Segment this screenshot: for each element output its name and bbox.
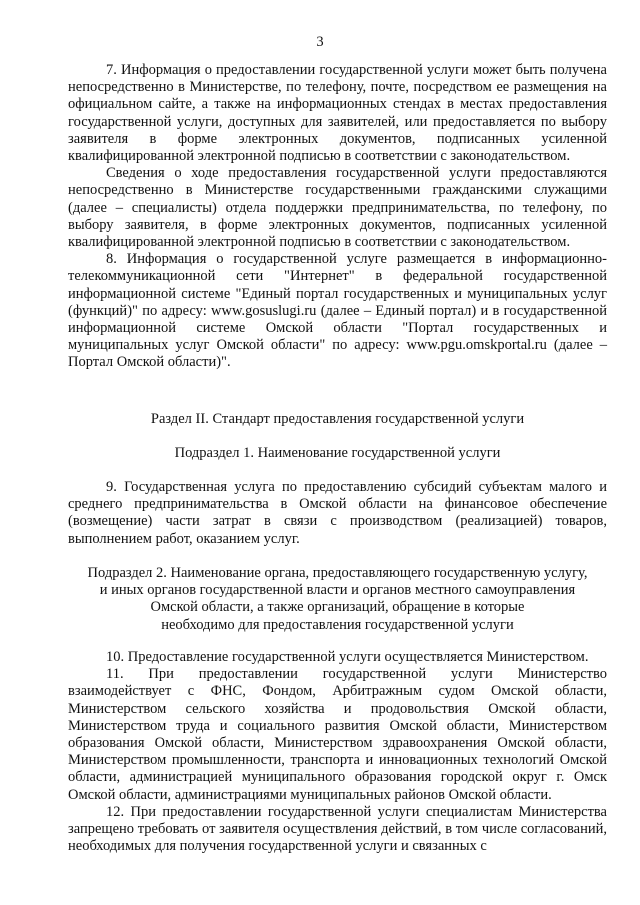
authority-section (68, 649, 607, 855)
paragraph-7: 7. Информация о предоставлении государственной услуги может быть получена непосредственно в Министерстве, по телефону, почте, посредством ее размещения на официальном сайте, а также на информационных стендах в местах предоставления государственной услуги, доступных для заявителей, или предоставляется по выбору заявителя в форме электронных документов, подписанных усиленной квалифицированной электронной подписью в соответствии с законодательством. (68, 62, 607, 165)
paragraph-status-info: Сведения о ходе предоставления государственной услуги предоставляются непосредственно в Министерстве государственными гражданскими служащими (далее – специалисты) отдела поддержки предпринимательства, по телефону, по выбору заявителя, в форме электронных документов, подписанных усиленной квалифицированной электронной подписью в соответствии с законодательством. (68, 165, 607, 251)
paragraph-10: 10. Предоставление государственной услуги осуществляется Министерством. (106, 649, 589, 665)
subsection-2-title (68, 565, 607, 634)
subsection-2-title-line: Омской области, а также организаций, обращение в которые (150, 599, 525, 616)
subsection-2-title-line: и иных органов государственной власти и органов местного самоуправления (99, 582, 576, 599)
paragraph-8: 8. Информация о государственной услуге размещается в информационно-телекоммуникационной сети "Интернет" в федеральной государственной информационной системе "Единый портал государственных и муниципальных услуг (функций)" по адресу: www.gosuslugi.ru (далее – Единый портал) и в государственной информационной системе Омской области "Портал государственных и муниципальных услуг Омской области" по адресу: www.pgu.omskportal.ru (далее – Портал Омской области)". (68, 251, 607, 371)
paragraph-9: 9. Государственная услуга по предоставлению субсидий субъектам малого и среднего предпринимательства в Омской области на финансовое обеспечение (возмещение) части затрат в связи с производством (реализацией) товаров, выполнением работ, оказанием услуг. (68, 479, 607, 547)
page-number: 3 (316, 34, 324, 50)
service-name-section (68, 479, 607, 548)
paragraph-11: 11. При предоставлении государственной услуги Министерство взаимодействует с ФНС, Фондом, Арбитражным судом Омской области, Министерством сельского хозяйства и продовольствия Омской области, Министерством труда и социального развития Омской области, Министерством образования Омской области, Министерством здравоохранения Омской области, Министерством промышленности, транспорта и инновационных технологий Омской области, администрацией муниципального образования городской округ г. Омск Омской области, администрациями муниципальных районов Омской области. (68, 666, 607, 803)
subsection-2-title-line: необходимо для предоставления государственной услуги (161, 616, 514, 633)
information-section (68, 62, 607, 372)
section-title: Раздел II. Стандарт предоставления государственной услуги (150, 411, 525, 427)
subsection-2-title-line: Подраздел 2. Наименование органа, предоставляющего государственную услугу, (87, 565, 588, 581)
paragraph-12: 12. При предоставлении государственной услуги специалистам Министерства запрещено требовать от заявителя осуществления действий, в том числе согласований, необходимых для получения государственной услуги и связанных с (68, 803, 607, 855)
subsection-1-title: Подраздел 1. Наименование государственной услуги (174, 445, 501, 461)
